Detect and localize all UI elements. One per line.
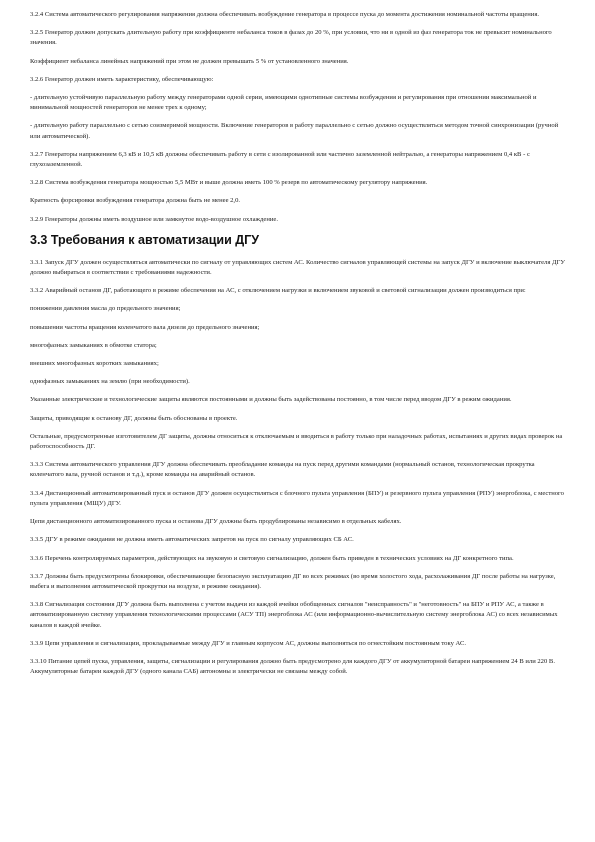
paragraph-group-top bbox=[30, 10, 566, 225]
list-item-oil-pressure: понижении давления масла до предельного значения; bbox=[30, 305, 181, 313]
paragraph-forcing-ratio: Кратность форсировки возбуждения генератора должна быть не менее 2,0. bbox=[30, 197, 241, 205]
list-item-overspeed: повышении частоты вращения коленчатого вала дизеля до предельного значения; bbox=[30, 323, 260, 331]
paragraph-3-3-9: 3.3.9 Цепи управления и сигнализации, прокладываемые между ДГУ и главным корпусом АС, должны выполняться по огнестойким постоянным току АС. bbox=[30, 639, 466, 647]
paragraph-3-2-5: 3.2.5 Генератор должен допускать длительную работу при коэффициенте небаланса токов в фазах до 20 %, при условии, что ни в одной из фаз генератора ток не превысит номинального значения. bbox=[30, 29, 552, 47]
section-heading: 3.3 Требования к автоматизации ДГУ bbox=[30, 232, 260, 247]
paragraph-justified-protections: Защиты, приводящие к останову ДГ, должны быть обоснованы в проекте. bbox=[30, 414, 238, 422]
paragraph-3-3-5: 3.3.5 ДГУ в режиме ожидания не должна иметь автоматических запретов на пуск по сигналу управляющих СБ АС. bbox=[30, 536, 354, 544]
paragraph-3-3-10: 3.3.10 Питание цепей пуска, управления, защиты, сигнализации и регулирования должно быть предусмотрено для каждого ДГУ от аккумуляторной батареи напряжением 24 В или 220 В. Аккумуляторные батареи каждой ДГУ (одного канала САБ) автономны и электрически не связаны между собой. bbox=[30, 657, 555, 676]
paragraph-3-3-8: 3.3.8 Сигнализация состояния ДГУ должна быть выполнена с учетом выдачи из каждой ячейки обобщенных сигналов "неисправность" и "неготовность" на БПУ и РПУ АС, а также в автоматизированную систему управления технологическими процессами (АСУ ТП) энергоблока АС (или информационно-вычислительную систему энергоблока АС) со всех независимых каналов в каждой ячейке. bbox=[30, 601, 558, 629]
paragraph-grid-parallel: - длительную работу параллельно с сетью соизмеримой мощности. Включение генераторов в работу параллельно с сетью должно осуществляться методом точной синхронизации (ручной или автоматической). bbox=[30, 122, 559, 140]
list-item-external-short: внешних многофазных коротких замыканиях; bbox=[30, 360, 159, 368]
paragraph-group-bottom bbox=[30, 258, 566, 677]
list-item-stator-faults: многофазных замыканиях в обмотке статора; bbox=[30, 341, 157, 349]
paragraph-other-protections: Остальные, предусмотренные изготовителем ДГ защиты, должны относиться к отключаемым и вводиться в работу только при наладочных работах, испытаниях и других видах проверок на работоспособность ДГ. bbox=[30, 432, 563, 451]
paragraph-3-3-7: 3.3.7 Должны быть предусмотрены блокировки, обеспечивающие безопасную эксплуатацию ДГ во всех режимах (во время холостого хода, расхолаживания ДГ после работы на нагрузке, выбега и выполнения автоматической прокрутки на воздухе, в режиме ожидания). bbox=[30, 572, 556, 590]
paragraph-3-3-4: 3.3.4 Дистанционный автоматизированный пуск и останов ДГУ должен осуществляться с блочного пульта управления (БПУ) и резервного пульта управления (РПУ) энергоблока, с местного пульта управления (МЩУ) ДГУ. bbox=[30, 489, 564, 507]
paragraph-3-3-1: 3.3.1 Запуск ДГУ должен осуществляться автоматически по сигналу от управляющих систем АС. Количество сигналов управляющей системы на запуск ДГУ и включение выключателя ДГУ должно выбираться в соответствии с требованиями надежности. bbox=[30, 258, 565, 277]
paragraph-3-2-4: 3.2.4 Система автоматического регулирования напряжения должна обеспечивать возбуждение генератора в процессе пуска до момента достижения номинальной частоты вращения. bbox=[30, 11, 540, 18]
paragraph-remote-circuits: Цепи дистанционного автоматизированного пуска и останова ДГУ должны быть продублированы независимо в отдельных кабелях. bbox=[30, 518, 402, 526]
paragraph-permanent-protections: Указанные электрические и технологические защиты являются постоянными и должны быть задействованы постоянно, в том числе перед вводом ДГУ в режим ожидания. bbox=[30, 396, 512, 404]
paragraph-3-2-8: 3.2.8 Система возбуждения генератора мощностью 5,5 МВт и выше должна иметь 100 % резерв по автоматическому регулятору напряжения. bbox=[30, 179, 428, 187]
paragraph-3-2-9: 3.2.9 Генераторы должны иметь воздушное или замкнутое водо-воздушное охлаждение. bbox=[30, 215, 278, 223]
paragraph-3-3-3: 3.3.3 Система автоматического управления ДГУ должна обеспечивать преобладание команды на пуск перед другими командами (нормальный останов, технологическая прокрутка коленчатого вала, ручной останов и т.д.), кроме команды на аварийный останов. bbox=[30, 461, 535, 479]
list-item-ground-fault: однофазных замыканиях на землю (при необходимости). bbox=[30, 378, 190, 386]
paragraph-3-3-6: 3.3.6 Перечень контролируемых параметров, действующих на звуковую и световую сигнализацию, должен быть приведен в технических условиях на ДГ конкретного типа. bbox=[30, 554, 514, 562]
paragraph-3-2-6: 3.2.6 Генератор должен иметь характеристику, обеспечивающую: bbox=[30, 75, 214, 83]
paragraph-unbalance-coefficient: Коэффициент небаланса линейных напряжений при этом не должен превышать 5 % от установленного значения. bbox=[30, 57, 349, 65]
paragraph-parallel-work: - длительную устойчивую параллельную работу между генераторами одной серии, имеющими однотипные системы возбуждения и регулирования при отношении максимальной и минимальной мощностей генераторов не менее трех к одному; bbox=[30, 94, 537, 112]
paragraph-3-2-7: 3.2.7 Генераторы напряжением 6,3 кВ и 10,5 кВ должны обеспечивать работу в сети с изолированной или частично заземленной нейтралью, а генераторы напряжением 0,4 кВ - с глухозаземленной. bbox=[30, 150, 530, 169]
paragraph-3-3-2: 3.3.2 Аварийный останов ДГ, работающего в режиме обеспечения на АС, с отключением нагрузки и включением звуковой и световой сигнализации должен производиться при: bbox=[30, 287, 526, 295]
